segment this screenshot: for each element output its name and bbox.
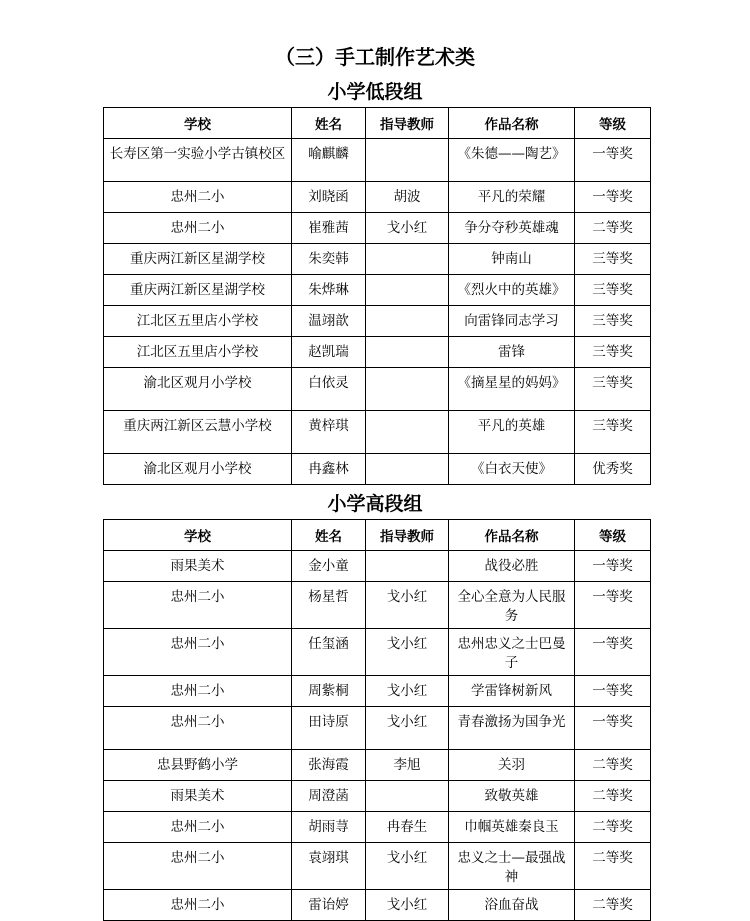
cell-work: 关羽 [449, 750, 575, 781]
section-title: （三）手工制作艺术类 [275, 45, 475, 69]
table-row [104, 139, 651, 182]
cell-name: 杨星哲 [292, 582, 366, 629]
table-row [104, 582, 651, 629]
group-title-upper: 小学高段组 [327, 493, 423, 515]
cell-school: 忠州二小 [104, 629, 292, 676]
cell-school: 忠州二小 [104, 582, 292, 629]
cell-school: 忠州二小 [104, 213, 292, 244]
cell-award: 一等奖 [575, 707, 651, 750]
header-award: 等级 [575, 108, 651, 139]
cell-teacher [366, 275, 449, 306]
cell-name: 朱奕韩 [292, 244, 366, 275]
cell-work: 平凡的英雄 [449, 411, 575, 454]
cell-name: 周紫桐 [292, 676, 366, 707]
table-header-row [104, 520, 651, 551]
cell-award: 一等奖 [575, 551, 651, 582]
cell-school: 重庆两江新区云慧小学校 [104, 411, 292, 454]
cell-school: 雨果美术 [104, 551, 292, 582]
header-work: 作品名称 [449, 520, 575, 551]
cell-school: 忠州二小 [104, 182, 292, 213]
cell-name: 袁翊琪 [292, 843, 366, 890]
cell-school: 江北区五里店小学校 [104, 306, 292, 337]
header-teacher: 指导教师 [366, 520, 449, 551]
cell-teacher: 戈小红 [366, 843, 449, 890]
cell-work: 学雷锋树新风 [449, 676, 575, 707]
cell-teacher: 戈小红 [366, 676, 449, 707]
cell-work: 忠州忠义之士巴曼子 [449, 629, 575, 676]
results-table-upper [103, 519, 651, 921]
cell-teacher: 李旭 [366, 750, 449, 781]
table-row [104, 368, 651, 411]
table-row [104, 781, 651, 812]
table-row [104, 629, 651, 676]
cell-work: 青春激扬为国争光 [449, 707, 575, 750]
cell-name: 任玺涵 [292, 629, 366, 676]
cell-school: 渝北区观月小学校 [104, 454, 292, 485]
cell-teacher [366, 368, 449, 411]
cell-teacher [366, 337, 449, 368]
cell-award: 二等奖 [575, 213, 651, 244]
cell-name: 刘晓函 [292, 182, 366, 213]
cell-name: 胡雨荨 [292, 812, 366, 843]
cell-work: 全心全意为人民服务 [449, 582, 575, 629]
cell-name: 黄梓琪 [292, 411, 366, 454]
cell-award: 二等奖 [575, 781, 651, 812]
cell-school: 忠县野鹤小学 [104, 750, 292, 781]
table-header-row [104, 108, 651, 139]
group-title-lower: 小学低段组 [327, 81, 423, 103]
table-row [104, 306, 651, 337]
cell-teacher [366, 306, 449, 337]
cell-name: 田诗原 [292, 707, 366, 750]
cell-school: 重庆两江新区星湖学校 [104, 275, 292, 306]
table-row [104, 337, 651, 368]
cell-award: 一等奖 [575, 676, 651, 707]
cell-work: 平凡的荣耀 [449, 182, 575, 213]
table-row [104, 676, 651, 707]
cell-school: 重庆两江新区星湖学校 [104, 244, 292, 275]
header-work: 作品名称 [449, 108, 575, 139]
cell-work: 《白衣天使》 [449, 454, 575, 485]
cell-school: 忠州二小 [104, 890, 292, 921]
results-table-lower [103, 107, 651, 485]
cell-teacher: 戈小红 [366, 629, 449, 676]
cell-name: 朱烨琳 [292, 275, 366, 306]
table-row [104, 890, 651, 921]
cell-award: 二等奖 [575, 890, 651, 921]
table-row [104, 750, 651, 781]
cell-work: 钟南山 [449, 244, 575, 275]
cell-name: 雷诒婷 [292, 890, 366, 921]
header-school: 学校 [104, 108, 292, 139]
cell-teacher: 戈小红 [366, 213, 449, 244]
cell-teacher: 戈小红 [366, 890, 449, 921]
cell-award: 二等奖 [575, 812, 651, 843]
cell-name: 张海霞 [292, 750, 366, 781]
cell-school: 渝北区观月小学校 [104, 368, 292, 411]
cell-award: 三等奖 [575, 275, 651, 306]
cell-school: 江北区五里店小学校 [104, 337, 292, 368]
cell-teacher [366, 551, 449, 582]
cell-award: 三等奖 [575, 337, 651, 368]
table-row [104, 843, 651, 890]
cell-award: 三等奖 [575, 368, 651, 411]
cell-work: 忠义之士—最强战神 [449, 843, 575, 890]
cell-award: 一等奖 [575, 139, 651, 182]
table-row [104, 812, 651, 843]
cell-teacher: 胡波 [366, 182, 449, 213]
header-school: 学校 [104, 520, 292, 551]
cell-teacher [366, 244, 449, 275]
cell-school: 雨果美术 [104, 781, 292, 812]
cell-name: 周澄菡 [292, 781, 366, 812]
table-row [104, 707, 651, 750]
cell-name: 赵凯瑞 [292, 337, 366, 368]
table-row [104, 551, 651, 582]
cell-award: 三等奖 [575, 411, 651, 454]
cell-teacher [366, 411, 449, 454]
cell-name: 温翊歆 [292, 306, 366, 337]
table-row [104, 454, 651, 485]
header-award: 等级 [575, 520, 651, 551]
cell-award: 一等奖 [575, 629, 651, 676]
cell-award: 三等奖 [575, 244, 651, 275]
cell-work: 《烈火中的英雄》 [449, 275, 575, 306]
cell-teacher: 戈小红 [366, 707, 449, 750]
cell-name: 金小童 [292, 551, 366, 582]
header-teacher: 指导教师 [366, 108, 449, 139]
table-row [104, 182, 651, 213]
table-row [104, 213, 651, 244]
cell-work: 巾帼英雄秦良玉 [449, 812, 575, 843]
header-name: 姓名 [292, 108, 366, 139]
cell-award: 二等奖 [575, 843, 651, 890]
cell-work: 向雷锋同志学习 [449, 306, 575, 337]
cell-work: 争分夺秒英雄魂 [449, 213, 575, 244]
cell-work: 浴血奋战 [449, 890, 575, 921]
table-row [104, 411, 651, 454]
cell-teacher: 冉春生 [366, 812, 449, 843]
cell-teacher: 戈小红 [366, 582, 449, 629]
cell-award: 一等奖 [575, 582, 651, 629]
cell-work: 致敬英雄 [449, 781, 575, 812]
cell-award: 二等奖 [575, 750, 651, 781]
cell-award: 一等奖 [575, 182, 651, 213]
cell-work: 雷锋 [449, 337, 575, 368]
cell-name: 白依灵 [292, 368, 366, 411]
cell-school: 长寿区第一实验小学古镇校区 [104, 139, 292, 182]
cell-school: 忠州二小 [104, 812, 292, 843]
cell-work: 《摘星星的妈妈》 [449, 368, 575, 411]
table-row [104, 244, 651, 275]
cell-teacher [366, 139, 449, 182]
cell-name: 喻麒麟 [292, 139, 366, 182]
cell-name: 崔雅茜 [292, 213, 366, 244]
cell-school: 忠州二小 [104, 707, 292, 750]
header-name: 姓名 [292, 520, 366, 551]
cell-work: 《朱德——陶艺》 [449, 139, 575, 182]
cell-teacher [366, 781, 449, 812]
cell-teacher [366, 454, 449, 485]
table-row [104, 275, 651, 306]
cell-school: 忠州二小 [104, 676, 292, 707]
cell-name: 冉鑫林 [292, 454, 366, 485]
cell-award: 优秀奖 [575, 454, 651, 485]
cell-work: 战役必胜 [449, 551, 575, 582]
cell-award: 三等奖 [575, 306, 651, 337]
cell-school: 忠州二小 [104, 843, 292, 890]
